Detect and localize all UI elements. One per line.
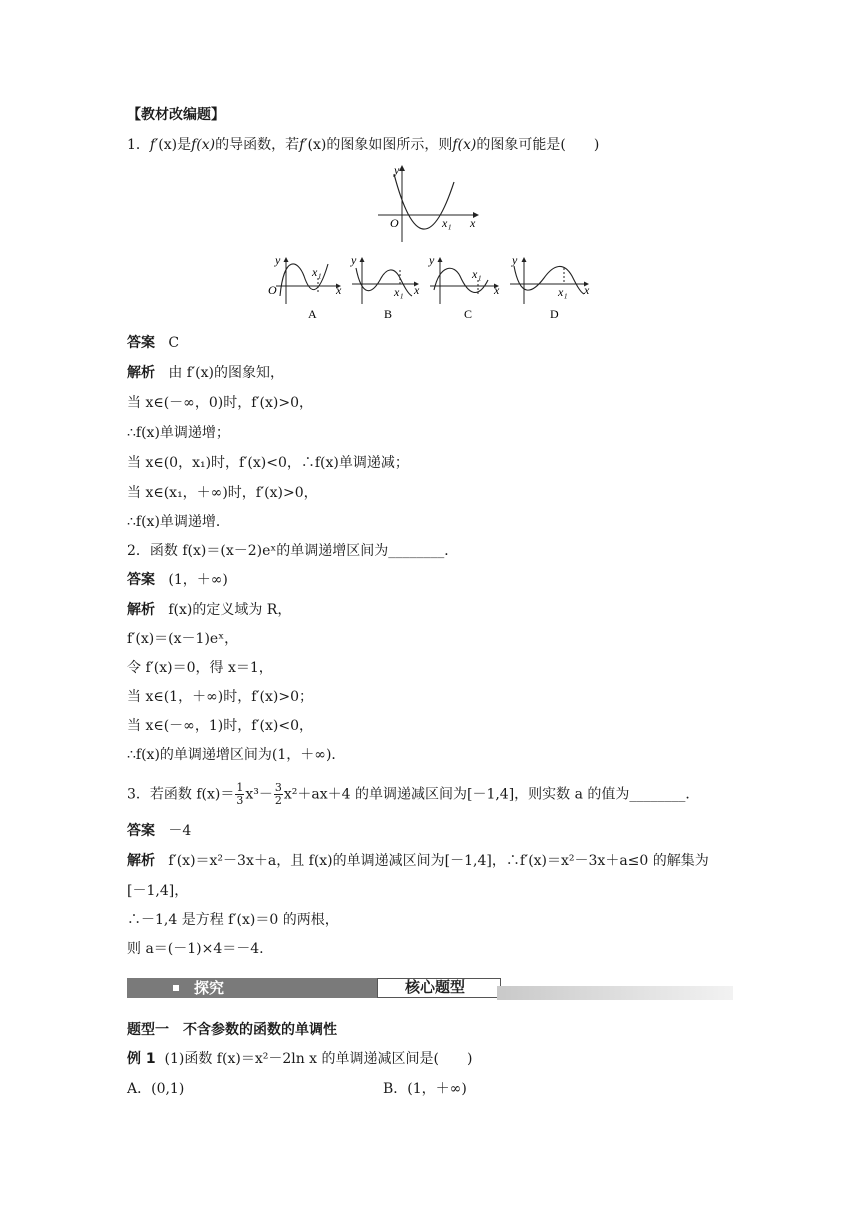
q2-analysis-line-3: 当 x∈(1，＋∞)时，f′(x)>0； — [127, 689, 314, 705]
q2-analysis-line-0: f(x)的定义域为 R， — [168, 602, 292, 618]
banner-left-text: 探究 — [194, 979, 225, 997]
q1-analysis-line-0: 由 f′(x)的图象知， — [168, 365, 284, 381]
option-b-x1: x₁ — [394, 285, 404, 299]
option-a-graph — [268, 253, 342, 304]
q2-answer — [127, 571, 228, 589]
q3-answer — [127, 822, 191, 840]
q3-frac2-den: 2 — [274, 794, 282, 807]
q3-analysis-line-1: [－1,4]， — [127, 883, 189, 899]
q1-fprime: f′ — [149, 137, 159, 153]
q1-text-c: 的导函数，若 — [215, 137, 300, 153]
question-3 — [127, 782, 699, 807]
q2-analysis-line-4: 当 x∈(－∞，1)时，f′(x)<0， — [127, 718, 314, 734]
q1-text-e: 的图象可能是( ) — [476, 137, 600, 153]
q1-analysis — [127, 364, 284, 382]
option-a-x1: x₁ — [312, 265, 322, 279]
q1-fx: f(x) — [191, 137, 216, 153]
option-b-x: x — [414, 283, 420, 297]
q3-answer-value: －4 — [168, 823, 192, 839]
q3-prefix: 3．若函数 f(x)＝ — [127, 786, 235, 803]
q2-analysis-label: 解析 — [127, 602, 155, 618]
q1-answer-value: C — [168, 335, 180, 351]
option-d-graph — [510, 253, 590, 304]
q1-analysis-line-5: ∴f(x)单调递增． — [127, 514, 230, 530]
q1-answer-label: 答案 — [127, 335, 155, 351]
q3-analysis — [127, 852, 709, 870]
q1-text-d: (x)的图象如图所示，则 — [307, 137, 453, 153]
q3-answer-label: 答案 — [127, 823, 155, 839]
q1-analysis-line-4: 当 x∈(x₁，＋∞)时，f′(x)>0， — [127, 485, 318, 501]
q2-analysis-line-1: f′(x)＝(x－1)eˣ， — [127, 631, 239, 647]
q2-analysis-line-2: 令 f′(x)＝0，得 x＝1， — [127, 660, 273, 676]
option-d-y: y — [512, 253, 518, 267]
option-b-graph — [350, 253, 420, 304]
q1-analysis-line-3: 当 x∈(0，x₁)时，f′(x)<0，∴f(x)单调递减； — [127, 455, 409, 471]
q1-analysis-line-2: ∴f(x)单调递增； — [127, 425, 230, 441]
q1-fprime-2: f′ — [299, 137, 308, 153]
q3-suffix: x²＋ax＋4 的单调递减区间为[－1,4]，则实数 a 的值为________． — [283, 786, 700, 803]
q3-analysis-line-0: f′(x)＝x²－3x＋a，且 f(x)的单调递减区间为[－1,4]，∴f′(x)＝x²－3x＋a≤0 的解集为 — [168, 853, 709, 869]
option-b-label: B — [384, 307, 393, 321]
q1-analysis-line-1: 当 x∈(－∞，0)时，f′(x)>0， — [127, 395, 314, 411]
q3-analysis-label: 解析 — [127, 853, 155, 869]
option-c-x: x — [494, 283, 500, 297]
q1-fx-2: f(x) — [452, 137, 477, 153]
q1-text-b: (x)是 — [158, 137, 192, 153]
question-2: 2．函数 f(x)＝(x－2)eˣ的单调递增区间为________． — [127, 543, 459, 559]
q3-frac2-num: 3 — [274, 781, 282, 794]
origin-label: O — [390, 216, 399, 230]
x1-label: x₁ — [442, 216, 452, 230]
q1-analysis-label: 解析 — [127, 365, 155, 381]
option-b-y: y — [351, 253, 357, 267]
banner-gradient-strip — [497, 986, 733, 1000]
option-a-y: y — [275, 253, 281, 267]
section-banner — [127, 978, 733, 1002]
banner-dark-bar — [127, 978, 377, 998]
option-graphs — [262, 250, 598, 322]
q3-fraction-2 — [274, 782, 283, 807]
example-label: 例 1 — [127, 1051, 156, 1067]
option-c-label: C — [464, 307, 473, 321]
example-option-b: B．(1，＋∞) — [383, 1081, 467, 1097]
option-c-graph — [428, 253, 500, 304]
q3-mid: x³－ — [245, 786, 273, 803]
example-text: (1)函数 f(x)＝x²－2ln x 的单调递减区间是( ) — [164, 1051, 473, 1067]
q2-analysis-line-5: ∴f(x)的单调递增区间为(1，＋∞)． — [127, 747, 346, 763]
q2-answer-label: 答案 — [127, 572, 155, 588]
option-c-x1: x₁ — [472, 267, 482, 281]
x-label: x — [470, 216, 476, 230]
section-heading: 【教材改编题】 — [127, 107, 225, 123]
q1-answer — [127, 334, 179, 352]
q3-analysis-line-3: 则 a＝(－1)×4＝－4. — [127, 941, 264, 957]
q3-frac1-den: 3 — [236, 794, 244, 807]
q3-analysis-line-2: ∴－1,4 是方程 f′(x)＝0 的两根， — [127, 912, 339, 928]
option-a-o: O — [268, 283, 277, 297]
option-d-x1: x₁ — [558, 285, 568, 299]
q3-fraction-1 — [235, 782, 244, 807]
option-a-x: x — [336, 283, 342, 297]
q1-num: 1． — [127, 137, 150, 153]
y-label: y — [394, 163, 400, 177]
option-d-x: x — [584, 283, 590, 297]
option-a-label: A — [308, 307, 317, 321]
banner-square-icon — [173, 985, 179, 991]
topic-heading: 题型一 不含参数的函数的单调性 — [127, 1022, 337, 1038]
option-d-label: D — [550, 307, 559, 321]
banner-right-text: 核心题型 — [405, 978, 466, 996]
question-1 — [127, 136, 599, 154]
option-c-y: y — [429, 253, 435, 267]
example-1 — [127, 1050, 472, 1068]
q2-answer-value: (1，＋∞) — [168, 572, 228, 588]
derivative-graph — [370, 160, 486, 246]
q2-analysis — [127, 601, 291, 619]
q3-frac1-num: 1 — [236, 781, 244, 794]
example-option-a: A．(0,1) — [127, 1081, 185, 1097]
